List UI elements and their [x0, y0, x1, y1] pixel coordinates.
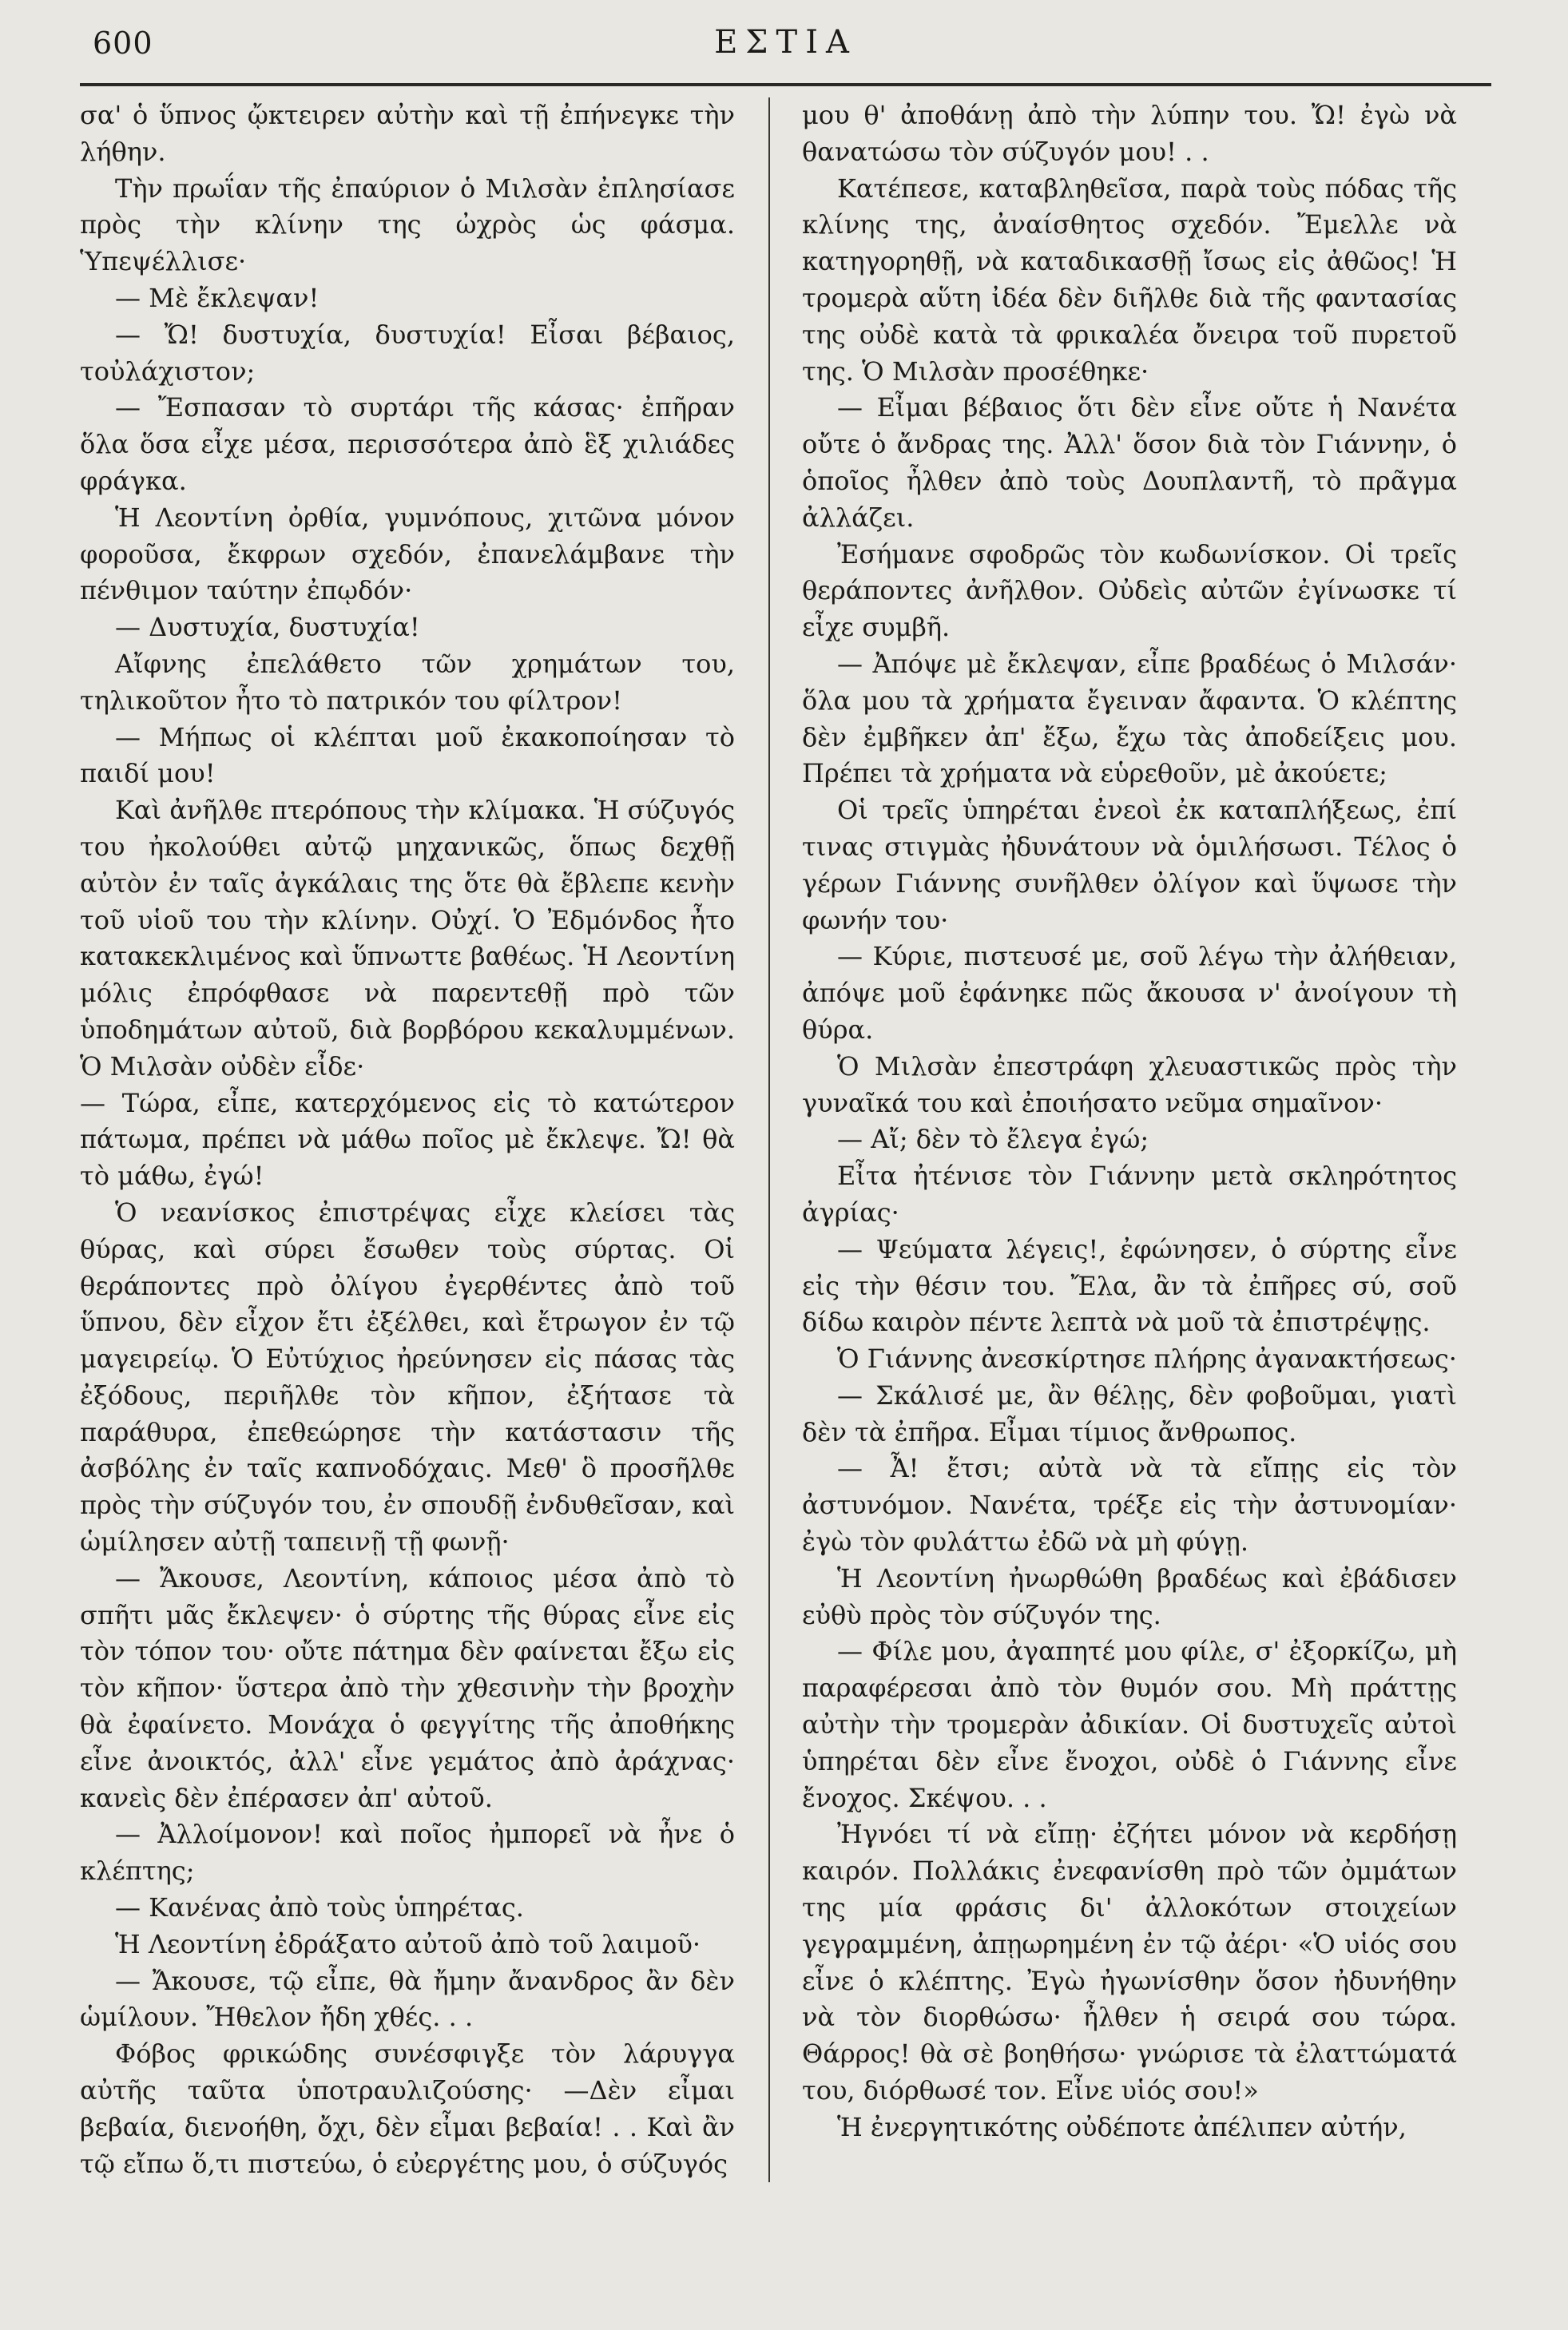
paragraph: Ὁ Μιλσὰν ἐπεστράφη χλευαστικῶς πρὸς τὴν γυναῖκά του καὶ ἐποιήσατο νεῦμα σημαῖνον· [802, 1050, 1457, 1118]
paragraph: Ἡ Λεοντίνη ἐδράξατο αὐτοῦ ἀπὸ τοῦ λαιμοῦ· [115, 1928, 701, 1959]
paragraph: Κατέπεσε, καταβληθεῖσα, παρὰ τοὺς πόδας τῆς κλίνης της, ἀναίσθητος σχεδόν. Ἔμελλε νὰ κατηγορηθῇ, νὰ καταδικασθῇ ἴσως εἰς ἀθῶος! Ἡ τρομερὰ αὕτη ἰδέα δὲν διῆλθε διὰ τῆς φαντασίας της οὐδὲ κατὰ τὰ φρικαλέα ὄνειρα τοῦ πυρετοῦ της. Ὁ Μιλσὰν προσέθηκε· [802, 173, 1457, 387]
paragraph: Αἴφνης ἐπελάθετο τῶν χρημάτων του, τηλικοῦτον ἦτο τὸ πατρικόν του φίλτρον! [80, 648, 735, 716]
paragraph: Ἡ Λεοντίνη ἠνωρθώθη βραδέως καὶ ἐβάδισεν εὐθὺ πρὸς τὸν σύζυγόν της. [802, 1562, 1457, 1630]
paragraph: — Κύριε, πιστευσέ με, σοῦ λέγω τὴν ἀλήθειαν, ἀπόψε μοῦ ἐφάνηκε πῶς ἄκουσα ν' ἀνοίγουν τὴ θύρα. [802, 941, 1457, 1045]
paragraph: Ὁ Γιάννης ἀνεσκίρτησε πλήρης ἀγανακτήσεως· [837, 1344, 1457, 1375]
paragraph: — Ψεύματα λέγεις!, ἐφώνησεν, ὁ σύρτης εἶνε εἰς τὴν θέσιν του. Ἔλα, ἂν τὰ ἐπῆρες σύ, σοῦ δίδω καιρὸν πέντε λεπτὰ νὰ μοῦ τὰ ἐπιστρέψῃς. [802, 1233, 1457, 1338]
paragraph: — Ἔσπασαν τὸ συρτάρι τῆς κάσας· ἐπῆραν ὅλα ὅσα εἶχε μέσα, περισσότερα ἀπὸ ἓξ χιλιάδες φράγκα. [80, 392, 735, 496]
paragraph: — Ἀπόψε μὲ ἔκλεψαν, εἶπε βραδέως ὁ Μιλσάν· ὅλα μου τὰ χρήματα ἔγειναν ἄφαντα. Ὁ κλέπτης δὲν ἐμβῆκεν ἀπ' ἔξω, ἔχω τὰς ἀποδείξεις μου. Πρέπει τὰ χρήματα νὰ εὑρεθοῦν, μὲ ἀκούετε; [802, 648, 1457, 789]
column-divider [768, 97, 770, 2182]
paragraph: Καὶ ἀνῆλθε πτερόπους τὴν κλίμακα. Ἡ σύζυγός του ἠκολούθει αὐτῷ μηχανικῶς, ὅπως δεχθῇ αὐτὸν ἐν ταῖς ἀγκάλαις της ὅτε θὰ ἔβλεπε κενὴν τοῦ υἱοῦ του τὴν κλίνην. Οὐχί. Ὁ Ἐδμόνδος ἦτο κατακεκλιμένος καὶ ὕπνωττε βαθέως. Ἡ Λεοντίνη μόλις ἐπρόφθασε νὰ παρεντεθῇ πρὸ τῶν ὑποδημάτων αὐτοῦ, διὰ βορβόρου κεκαλυμμένων. Ὁ Μιλσὰν οὐδὲν εἶδε· [80, 795, 736, 1082]
paragraph: — Εἶμαι βέβαιος ὅτι δὲν εἶνε οὔτε ἡ Νανέτα οὔτε ὁ ἄνδρας της. Ἀλλ' ὅσον διὰ τὸν Γιάννην, ὁ ὁποῖος ἦλθεν ἀπὸ τοὺς Δουπλαντῆ, τὸ πρᾶγμα ἀλλάζει. [802, 392, 1457, 533]
paragraph: — Ἀλλοίμονον! καὶ ποῖος ἠμπορεῖ νὰ ἦνε ὁ κλέπτης; [80, 1819, 735, 1887]
paragraph: — Μήπως οἱ κλέπται μοῦ ἐκακοποίησαν τὸ παιδί μου! [80, 721, 735, 789]
text-columns [80, 97, 1491, 2182]
paragraph: — Ὤ! δυστυχία, δυστυχία! Εἶσαι βέβαιος, τοὐλάχιστον; [80, 319, 735, 387]
paragraph: — Μὲ ἔκλεψαν! [115, 282, 320, 313]
left-column [80, 97, 735, 2182]
paragraph: — Κανένας ἀπὸ τοὺς ὑπηρέτας. [115, 1892, 524, 1923]
page-header [80, 21, 1491, 69]
journal-title: ΕΣΤΙΑ [714, 24, 857, 61]
paragraph: — Ἆ! ἔτσι; αὐτὰ νὰ τὰ εἴπῃς εἰς τὸν ἀστυνόμον. Νανέτα, τρέξε εἰς τὴν ἀστυνομίαν· ἐγὼ τὸν φυλάττω ἐδῶ νὰ μὴ φύγῃ. [802, 1453, 1457, 1558]
paragraph: — Αἴ; δὲν τὸ ἔλεγα ἐγώ; [837, 1124, 1149, 1155]
paragraph: — Δυστυχία, δυστυχία! [115, 612, 420, 643]
paragraph: Ἐσήμανε σφοδρῶς τὸν κωδωνίσκον. Οἱ τρεῖς θεράποντες ἀνῆλθον. Οὐδεὶς αὐτῶν ἐγίνωσκε τί εἶχε συμβῆ. [802, 538, 1457, 643]
header-rule [80, 83, 1491, 86]
paragraph: Ἡ Λεοντίνη ὀρθία, γυμνόπους, χιτῶνα μόνον φοροῦσα, ἔκφρων σχεδόν, ἐπανελάμβανε τὴν πένθιμον ταύτην ἐπῳδόν· [80, 502, 735, 606]
right-column [802, 97, 1457, 2182]
paragraph: — Φίλε μου, ἀγαπητέ μου φίλε, σ' ἐξορκίζω, μὴ παραφέρεσαι ἀπὸ τὸν θυμόν σου. Μὴ πράττῃς αὐτὴν τὴν τρομερὰν ἀδικίαν. Οἱ δυστυχεῖς αὐτοὶ ὑπηρέται δὲν εἶνε ἔνοχοι, οὐδὲ ὁ Γιάννης εἶνε ἔνοχος. Σκέψου. . . [802, 1636, 1457, 1813]
paragraph: — Σκάλισέ με, ἂν θέλῃς, δὲν φοβοῦμαι, γιατὶ δὲν τὰ ἐπῆρα. Εἶμαι τίμιος ἄνθρωπος. [802, 1379, 1457, 1447]
paragraph: Ἡ ἐνεργητικότης οὐδέποτε ἀπέλιπεν αὐτήν, [837, 2111, 1407, 2142]
paragraph: Φόβος φρικώδης συνέσφιγξε τὸν λάρυγγα αὐτῆς ταῦτα ὑποτραυλιζούσης· —Δὲν εἶμαι βεβαία, διενοήθη, ὄχι, δὲν εἶμαι βεβαία! . . Καὶ ἂν τῷ εἴπω ὅ,τι πιστεύω, ὁ εὐεργέτης μου, ὁ σύζυγός [80, 2038, 735, 2179]
paragraph: σα' ὁ ὕπνος ᾤκτειρεν αὐτὴν καὶ τῇ ἐπήνεγκε τὴν λήθην. [80, 100, 735, 167]
page-number: 600 [93, 26, 153, 61]
paragraph: Ἠγνόει τί νὰ εἴπῃ· ἐζήτει μόνον νὰ κερδήσῃ καιρόν. Πολλάκις ἐνεφανίσθη πρὸ τῶν ὀμμάτων της μία φράσις δι' ἀλλοκότων στοιχείων γεγραμμένη, ἀπῃωρημένη ἐν τῷ ἀέρι· «Ὁ υἱός σου εἶνε ὁ κλέπτης. Ἐγὼ ἠγωνίσθην ὅσον ἠδυνήθην νὰ τὸν διορθώσω· ἦλθεν ἡ σειρά σου τώρα. Θάρρος! θὰ σὲ βοηθήσω· γνώρισε τὰ ἐλαττώματά του, διόρθωσέ τον. Εἶνε υἱός σου!» [802, 1819, 1457, 2106]
paragraph: — Ἄκουσε, τῷ εἶπε, θὰ ἤμην ἄνανδρος ἂν δὲν ὡμίλουν. Ἤθελον ἤδη χθές. . . [80, 1965, 735, 2033]
paragraph: μου θ' ἀποθάνῃ ἀπὸ τὴν λύπην του. Ὤ! ἐγὼ νὰ θανατώσω τὸν σύζυγόν μου! . . [802, 100, 1457, 167]
paragraph: Τὴν πρωΐαν τῆς ἐπαύριον ὁ Μιλσὰν ἐπλησίασε πρὸς τὴν κλίνην της ὠχρὸς ὡς φάσμα. Ὑπεψέλλισε· [80, 173, 735, 277]
paragraph: — Ἄκουσε, Λεοντίνη, κάποιος μέσα ἀπὸ τὸ σπῆτι μᾶς ἔκλεψεν· ὁ σύρτης τῆς θύρας εἶνε εἰς τὸν τόπον του· οὔτε πάτημα δὲν φαίνεται ἔξω εἰς τὸν κῆπον· ὕστερα ἀπὸ τὴν χθεσινὴν τὴν βροχὴν θὰ ἐφαίνετο. Μονάχα ὁ φεγγίτης τῆς ἀποθήκης εἶνε ἀνοικτός, ἀλλ' εἶνε γεμάτος ἀπὸ ἀράχνας· κανεὶς δὲν ἐπέρασεν ἀπ' αὐτοῦ. [80, 1562, 735, 1813]
paragraph: Εἶτα ἠτένισε τὸν Γιάννην μετὰ σκληρότητος ἀγρίας· [802, 1161, 1457, 1228]
paragraph: Ὁ νεανίσκος ἐπιστρέψας εἶχε κλείσει τὰς θύρας, καὶ σύρει ἔσωθεν τοὺς σύρτας. Οἱ θεράποντες πρὸ ὀλίγου ἐγερθέντες ἀπὸ τοῦ ὕπνου, δὲν εἶχον ἔτι ἐξέλθει, καὶ ἔτρωγον ἐν τῷ μαγειρείῳ. Ὁ Εὐτύχιος ἠρεύνησεν εἰς πάσας τὰς ἐξόδους, περιῆλθε τὸν κῆπον, ἐξήτασε τὰ παράθυρα, ἐπεθεώρησε τὴν κατάστασιν τῆς ἀσβόλης ἐν ταῖς καπνοδόχαις. Μεθ' ὃ προσῆλθε πρὸς τὴν σύζυγόν του, ἐν σπουδῇ ἐνδυθεῖσαν, καὶ ὡμίλησεν αὐτῇ ταπεινῇ τῇ φωνῇ· [80, 1197, 735, 1558]
paragraph: Οἱ τρεῖς ὑπηρέται ἐνεοὶ ἐκ καταπλήξεως, ἐπί τινας στιγμὰς ἠδυνάτουν νὰ ὁμιλήσωσι. Τέλος ὁ γέρων Γιάννης συνῆλθεν ὀλίγον καὶ ὕψωσε τὴν φωνήν του· [802, 795, 1457, 935]
paragraph: — Τώρα, εἶπε, κατερχόμενος εἰς τὸ κατώτερον πάτωμα, πρέπει νὰ μάθω ποῖος μὲ ἔκλεψε. Ὤ! θὰ τὸ μάθω, ἐγώ! [80, 1087, 735, 1192]
